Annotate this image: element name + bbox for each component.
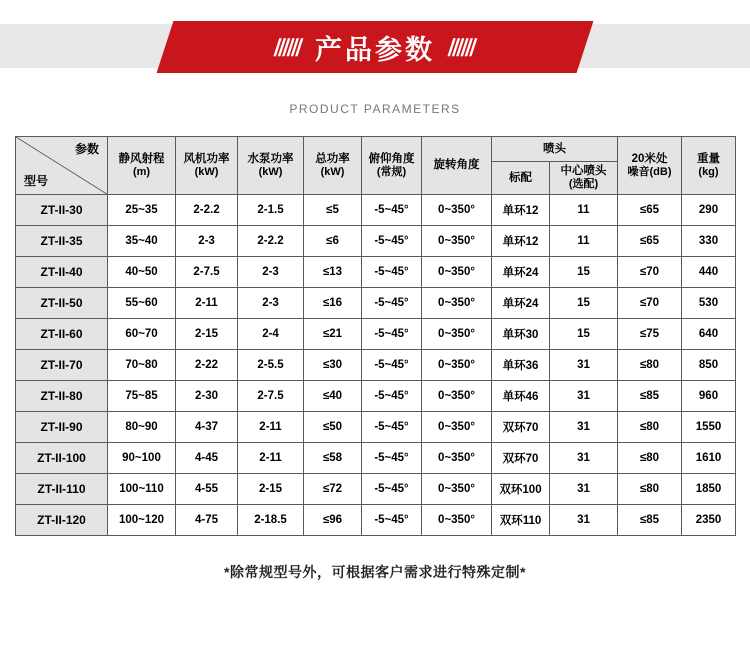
table-row bbox=[16, 443, 736, 474]
cell-rotation: 0~350° bbox=[422, 443, 492, 474]
cell-nozzle-center: 11 bbox=[550, 195, 618, 226]
cell-model: ZT-II-110 bbox=[16, 474, 108, 505]
slash-decoration-left: |||||| bbox=[271, 36, 305, 57]
col-header-range bbox=[108, 137, 176, 195]
cell-nozzle-standard: 单环24 bbox=[492, 288, 550, 319]
cell-pitch: -5~45° bbox=[362, 443, 422, 474]
cell-noise: ≤70 bbox=[618, 288, 682, 319]
cell-rotation: 0~350° bbox=[422, 350, 492, 381]
col-header-range-unit: (m) bbox=[132, 165, 151, 178]
cell-total: ≤50 bbox=[304, 412, 362, 443]
cell-model: ZT-II-70 bbox=[16, 350, 108, 381]
slash-decoration-right: |||||| bbox=[445, 36, 479, 57]
cell-range: 75~85 bbox=[108, 381, 176, 412]
cell-model: ZT-II-40 bbox=[16, 257, 108, 288]
cell-pitch: -5~45° bbox=[362, 350, 422, 381]
cell-pump: 2-11 bbox=[238, 412, 304, 443]
cell-nozzle-center: 15 bbox=[550, 257, 618, 288]
col-header-pump-unit: (kW) bbox=[258, 165, 283, 178]
page-subtitle: PRODUCT PARAMETERS bbox=[289, 102, 461, 116]
parameters-table bbox=[15, 136, 736, 536]
table-row bbox=[16, 195, 736, 226]
cell-fan: 2-3 bbox=[176, 226, 238, 257]
cell-fan: 4-45 bbox=[176, 443, 238, 474]
col-header-pump bbox=[238, 137, 304, 195]
table-row bbox=[16, 257, 736, 288]
cell-weight: 1850 bbox=[682, 474, 736, 505]
cell-noise: ≤65 bbox=[618, 226, 682, 257]
col-header-pump-name: 水泵功率 bbox=[247, 152, 294, 165]
cell-fan: 4-75 bbox=[176, 505, 238, 536]
cell-model: ZT-II-100 bbox=[16, 443, 108, 474]
cell-pitch: -5~45° bbox=[362, 505, 422, 536]
cell-range: 60~70 bbox=[108, 319, 176, 350]
cell-pitch: -5~45° bbox=[362, 412, 422, 443]
table-body bbox=[16, 195, 736, 536]
cell-weight: 850 bbox=[682, 350, 736, 381]
col-header-pitch-unit: (常规) bbox=[376, 165, 407, 178]
cell-model: ZT-II-60 bbox=[16, 319, 108, 350]
cell-pump: 2-1.5 bbox=[238, 195, 304, 226]
cell-nozzle-standard: 双环70 bbox=[492, 443, 550, 474]
cell-nozzle-standard: 单环36 bbox=[492, 350, 550, 381]
cell-range: 90~100 bbox=[108, 443, 176, 474]
cell-model: ZT-II-50 bbox=[16, 288, 108, 319]
cell-noise: ≤65 bbox=[618, 195, 682, 226]
cell-rotation: 0~350° bbox=[422, 226, 492, 257]
cell-nozzle-center: 31 bbox=[550, 474, 618, 505]
cell-pump: 2-3 bbox=[238, 288, 304, 319]
cell-pitch: -5~45° bbox=[362, 319, 422, 350]
cell-rotation: 0~350° bbox=[422, 474, 492, 505]
cell-noise: ≤80 bbox=[618, 412, 682, 443]
cell-fan: 2-7.5 bbox=[176, 257, 238, 288]
cell-fan: 2-22 bbox=[176, 350, 238, 381]
col-header-noise-name: 20米处 bbox=[631, 152, 668, 165]
cell-fan: 2-11 bbox=[176, 288, 238, 319]
cell-model: ZT-II-120 bbox=[16, 505, 108, 536]
cell-model: ZT-II-90 bbox=[16, 412, 108, 443]
header-banner bbox=[0, 0, 750, 92]
cell-pump: 2-4 bbox=[238, 319, 304, 350]
cell-nozzle-center: 31 bbox=[550, 443, 618, 474]
cell-rotation: 0~350° bbox=[422, 381, 492, 412]
cell-total: ≤21 bbox=[304, 319, 362, 350]
cell-noise: ≤80 bbox=[618, 443, 682, 474]
col-header-total-unit: (kW) bbox=[320, 165, 345, 178]
col-header-nozzle-center-unit: (选配) bbox=[568, 178, 599, 191]
cell-pitch: -5~45° bbox=[362, 288, 422, 319]
cell-weight: 440 bbox=[682, 257, 736, 288]
cell-total: ≤96 bbox=[304, 505, 362, 536]
cell-weight: 330 bbox=[682, 226, 736, 257]
cell-fan: 2-30 bbox=[176, 381, 238, 412]
cell-weight: 1610 bbox=[682, 443, 736, 474]
table-row bbox=[16, 319, 736, 350]
cell-weight: 640 bbox=[682, 319, 736, 350]
col-header-weight bbox=[682, 137, 736, 195]
footer-note: *除常规型号外，可根据客户需求进行特殊定制* bbox=[224, 564, 526, 581]
cell-total: ≤72 bbox=[304, 474, 362, 505]
cell-pitch: -5~45° bbox=[362, 381, 422, 412]
col-header-weight-unit: (kg) bbox=[698, 165, 719, 178]
cell-noise: ≤75 bbox=[618, 319, 682, 350]
header-row-1 bbox=[16, 137, 736, 162]
cell-weight: 2350 bbox=[682, 505, 736, 536]
table-row bbox=[16, 350, 736, 381]
cell-nozzle-standard: 单环24 bbox=[492, 257, 550, 288]
cell-fan: 4-55 bbox=[176, 474, 238, 505]
cell-range: 55~60 bbox=[108, 288, 176, 319]
cell-rotation: 0~350° bbox=[422, 288, 492, 319]
cell-pitch: -5~45° bbox=[362, 226, 422, 257]
cell-nozzle-center: 15 bbox=[550, 288, 618, 319]
cell-total: ≤30 bbox=[304, 350, 362, 381]
cell-nozzle-center: 15 bbox=[550, 319, 618, 350]
cell-noise: ≤80 bbox=[618, 350, 682, 381]
cell-pump: 2-7.5 bbox=[238, 381, 304, 412]
banner-content bbox=[165, 21, 585, 73]
parameters-table-wrapper bbox=[15, 136, 735, 536]
cell-noise: ≤70 bbox=[618, 257, 682, 288]
cell-nozzle-standard: 双环110 bbox=[492, 505, 550, 536]
cell-rotation: 0~350° bbox=[422, 319, 492, 350]
cell-noise: ≤85 bbox=[618, 381, 682, 412]
col-header-weight-name: 重量 bbox=[697, 152, 720, 165]
param-axis-label: 参数 bbox=[74, 142, 99, 156]
cell-nozzle-standard: 单环46 bbox=[492, 381, 550, 412]
table-row bbox=[16, 288, 736, 319]
col-header-pitch-name: 俯仰角度 bbox=[368, 152, 415, 165]
cell-range: 70~80 bbox=[108, 350, 176, 381]
cell-fan: 4-37 bbox=[176, 412, 238, 443]
col-header-rotation bbox=[422, 137, 492, 195]
cell-range: 100~120 bbox=[108, 505, 176, 536]
cell-model: ZT-II-35 bbox=[16, 226, 108, 257]
col-header-noise bbox=[618, 137, 682, 195]
page-title: 产品参数 bbox=[315, 34, 435, 65]
col-header-fan-name: 风机功率 bbox=[183, 152, 230, 165]
cell-range: 100~110 bbox=[108, 474, 176, 505]
table-row bbox=[16, 226, 736, 257]
cell-pump: 2-5.5 bbox=[238, 350, 304, 381]
cell-pump: 2-18.5 bbox=[238, 505, 304, 536]
cell-total: ≤13 bbox=[304, 257, 362, 288]
cell-pump: 2-15 bbox=[238, 474, 304, 505]
cell-range: 35~40 bbox=[108, 226, 176, 257]
cell-model: ZT-II-30 bbox=[16, 195, 108, 226]
table-row bbox=[16, 474, 736, 505]
cell-total: ≤16 bbox=[304, 288, 362, 319]
cell-pitch: -5~45° bbox=[362, 195, 422, 226]
cell-pump: 2-2.2 bbox=[238, 226, 304, 257]
cell-rotation: 0~350° bbox=[422, 195, 492, 226]
cell-rotation: 0~350° bbox=[422, 412, 492, 443]
corner-header-cell bbox=[16, 137, 108, 195]
cell-total: ≤40 bbox=[304, 381, 362, 412]
cell-rotation: 0~350° bbox=[422, 257, 492, 288]
table-row bbox=[16, 381, 736, 412]
col-header-rotation-name: 旋转角度 bbox=[433, 159, 480, 172]
cell-fan: 2-2.2 bbox=[176, 195, 238, 226]
cell-pitch: -5~45° bbox=[362, 257, 422, 288]
cell-weight: 290 bbox=[682, 195, 736, 226]
cell-nozzle-standard: 双环100 bbox=[492, 474, 550, 505]
col-header-noise-unit: 噪音(dB) bbox=[627, 165, 672, 178]
cell-nozzle-center: 11 bbox=[550, 226, 618, 257]
cell-fan: 2-15 bbox=[176, 319, 238, 350]
cell-pump: 2-11 bbox=[238, 443, 304, 474]
col-header-nozzle-standard: 标配 bbox=[492, 162, 550, 195]
model-axis-label: 型号 bbox=[24, 174, 49, 189]
cell-noise: ≤85 bbox=[618, 505, 682, 536]
col-header-total bbox=[304, 137, 362, 195]
table-row bbox=[16, 505, 736, 536]
cell-weight: 530 bbox=[682, 288, 736, 319]
table-header bbox=[16, 137, 736, 195]
cell-total: ≤58 bbox=[304, 443, 362, 474]
cell-rotation: 0~350° bbox=[422, 505, 492, 536]
col-header-nozzle-group: 喷头 bbox=[492, 137, 618, 162]
cell-nozzle-center: 31 bbox=[550, 381, 618, 412]
cell-pitch: -5~45° bbox=[362, 474, 422, 505]
table-row bbox=[16, 412, 736, 443]
cell-range: 40~50 bbox=[108, 257, 176, 288]
cell-total: ≤5 bbox=[304, 195, 362, 226]
cell-nozzle-standard: 单环12 bbox=[492, 226, 550, 257]
cell-range: 25~35 bbox=[108, 195, 176, 226]
cell-total: ≤6 bbox=[304, 226, 362, 257]
cell-range: 80~90 bbox=[108, 412, 176, 443]
col-header-total-name: 总功率 bbox=[315, 152, 350, 165]
cell-nozzle-standard: 双环70 bbox=[492, 412, 550, 443]
cell-nozzle-center: 31 bbox=[550, 505, 618, 536]
cell-nozzle-center: 31 bbox=[550, 350, 618, 381]
cell-nozzle-standard: 单环12 bbox=[492, 195, 550, 226]
col-header-fan bbox=[176, 137, 238, 195]
col-header-nozzle-center bbox=[550, 162, 618, 195]
cell-pump: 2-3 bbox=[238, 257, 304, 288]
cell-noise: ≤80 bbox=[618, 474, 682, 505]
col-header-nozzle-center-name: 中心喷头 bbox=[560, 165, 607, 177]
cell-weight: 960 bbox=[682, 381, 736, 412]
col-header-range-name: 静风射程 bbox=[118, 152, 165, 165]
col-header-fan-unit: (kW) bbox=[194, 165, 219, 178]
cell-nozzle-standard: 单环30 bbox=[492, 319, 550, 350]
cell-model: ZT-II-80 bbox=[16, 381, 108, 412]
cell-weight: 1550 bbox=[682, 412, 736, 443]
col-header-pitch bbox=[362, 137, 422, 195]
cell-nozzle-center: 31 bbox=[550, 412, 618, 443]
